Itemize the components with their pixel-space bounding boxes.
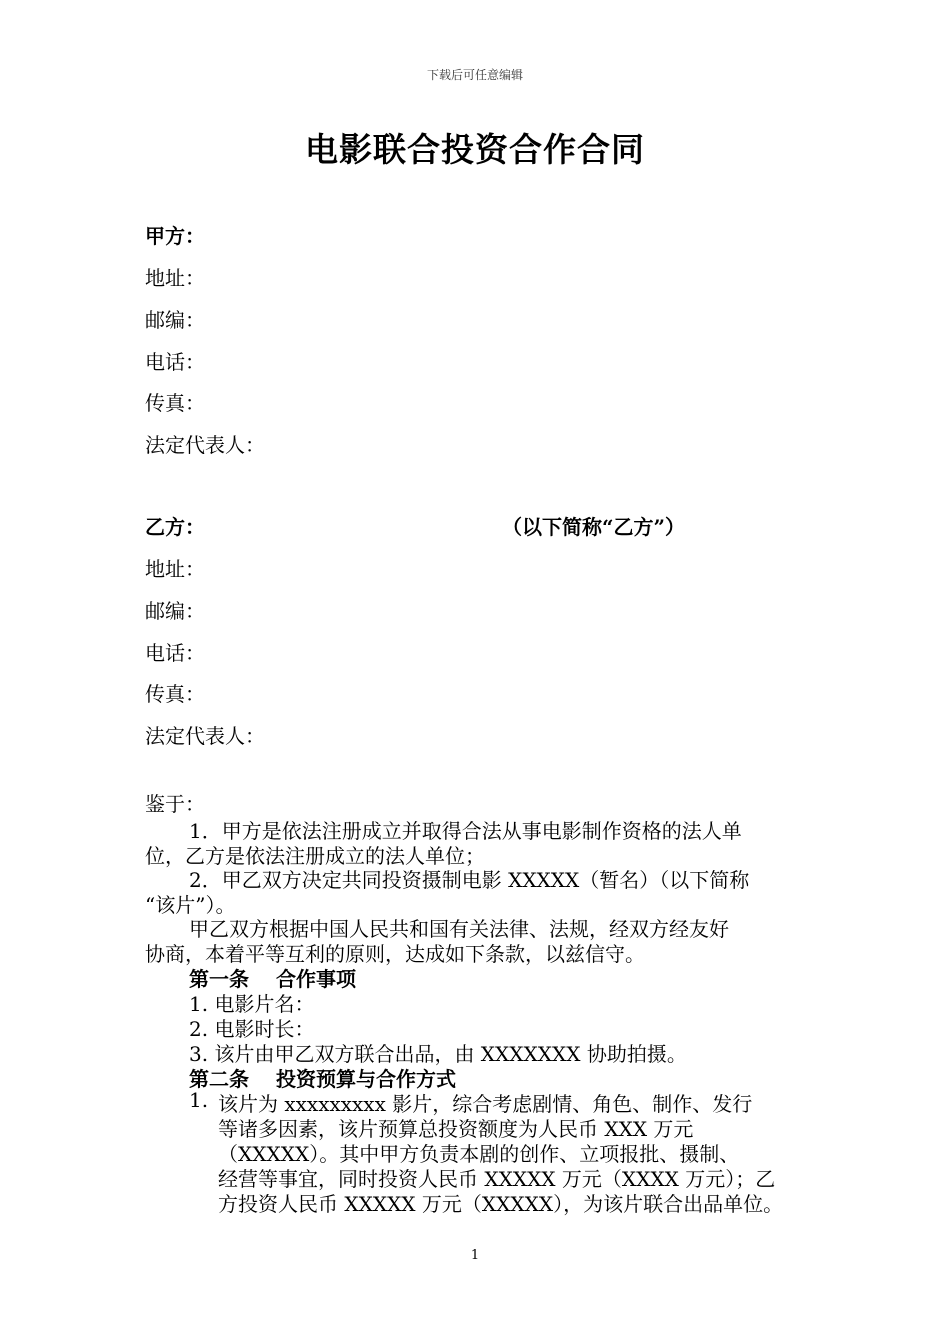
article-1-item-2: 2. 电影时长： <box>189 1017 315 1041</box>
party-a-phone: 电话： <box>145 350 205 374</box>
whereas-item-2-line-2: “该片”）。 <box>145 893 236 917</box>
party-b-phone: 电话： <box>145 641 205 665</box>
party-b-address: 地址： <box>145 557 205 581</box>
whereas-item-1-line-1: 1．甲方是依法注册成立并取得合法从事电影制作资格的法人单 <box>189 819 742 843</box>
party-a-fax: 传真： <box>145 391 205 415</box>
party-b-label: 乙方： <box>145 515 205 539</box>
article-2-item-1-line-1: 该片为 xxxxxxxxx 影片，综合考虑剧情、角色、制作、发行 <box>218 1092 753 1116</box>
whereas-paragraph-line-1: 甲乙双方根据中国人民共和国有关法律、法规，经双方经友好 <box>189 917 729 941</box>
article-1-heading: 第一条 合作事项 <box>189 967 356 991</box>
party-b-alias: （以下简称“乙方”） <box>502 515 686 539</box>
party-b-fax: 传真： <box>145 682 205 706</box>
party-a-legal-rep: 法定代表人： <box>145 433 265 457</box>
article-1-item-3: 3. 该片由甲乙双方联合出品，由 XXXXXXX 协助拍摄。 <box>189 1042 687 1066</box>
document-title: 电影联合投资合作合同 <box>305 130 645 169</box>
whereas-label: 鉴于： <box>145 792 205 816</box>
article-2-item-1-line-2: 等诸多因素，该片预算总投资额度为人民币 XXX 万元 <box>218 1117 694 1141</box>
whereas-item-1-line-2: 位，乙方是依法注册成立的法人单位； <box>145 844 485 868</box>
article-2-item-1-label: 1. <box>189 1088 209 1112</box>
article-2-item-1-line-4: 经营等事宜，同时投资人民币 XXXXX 万元（XXXX 万元）；乙 <box>218 1167 776 1191</box>
whereas-item-2-line-1: 2．甲乙双方决定共同投资摄制电影 XXXXX（暂名）（以下简称 <box>189 868 750 892</box>
header-note: 下载后可任意编辑 <box>426 68 523 82</box>
party-b-postcode: 邮编： <box>145 599 205 623</box>
party-a-label: 甲方： <box>145 224 205 248</box>
whereas-paragraph-line-2: 协商，本着平等互利的原则，达成如下条款，以兹信守。 <box>145 942 645 966</box>
article-2-item-1-line-3: （XXXXX）。其中甲方负责本剧的创作、立项报批、摄制、 <box>218 1142 740 1166</box>
party-a-address: 地址： <box>145 266 205 290</box>
party-b-legal-rep: 法定代表人： <box>145 724 265 748</box>
article-1-item-1: 1. 电影片名： <box>189 992 315 1016</box>
page-number: 1 <box>470 1248 480 1263</box>
party-a-postcode: 邮编： <box>145 308 205 332</box>
article-2-heading: 第二条 投资预算与合作方式 <box>189 1067 456 1091</box>
article-2-item-1-line-5: 方投资人民币 XXXXX 万元（XXXXX），为该片联合出品单位。 <box>218 1192 784 1216</box>
